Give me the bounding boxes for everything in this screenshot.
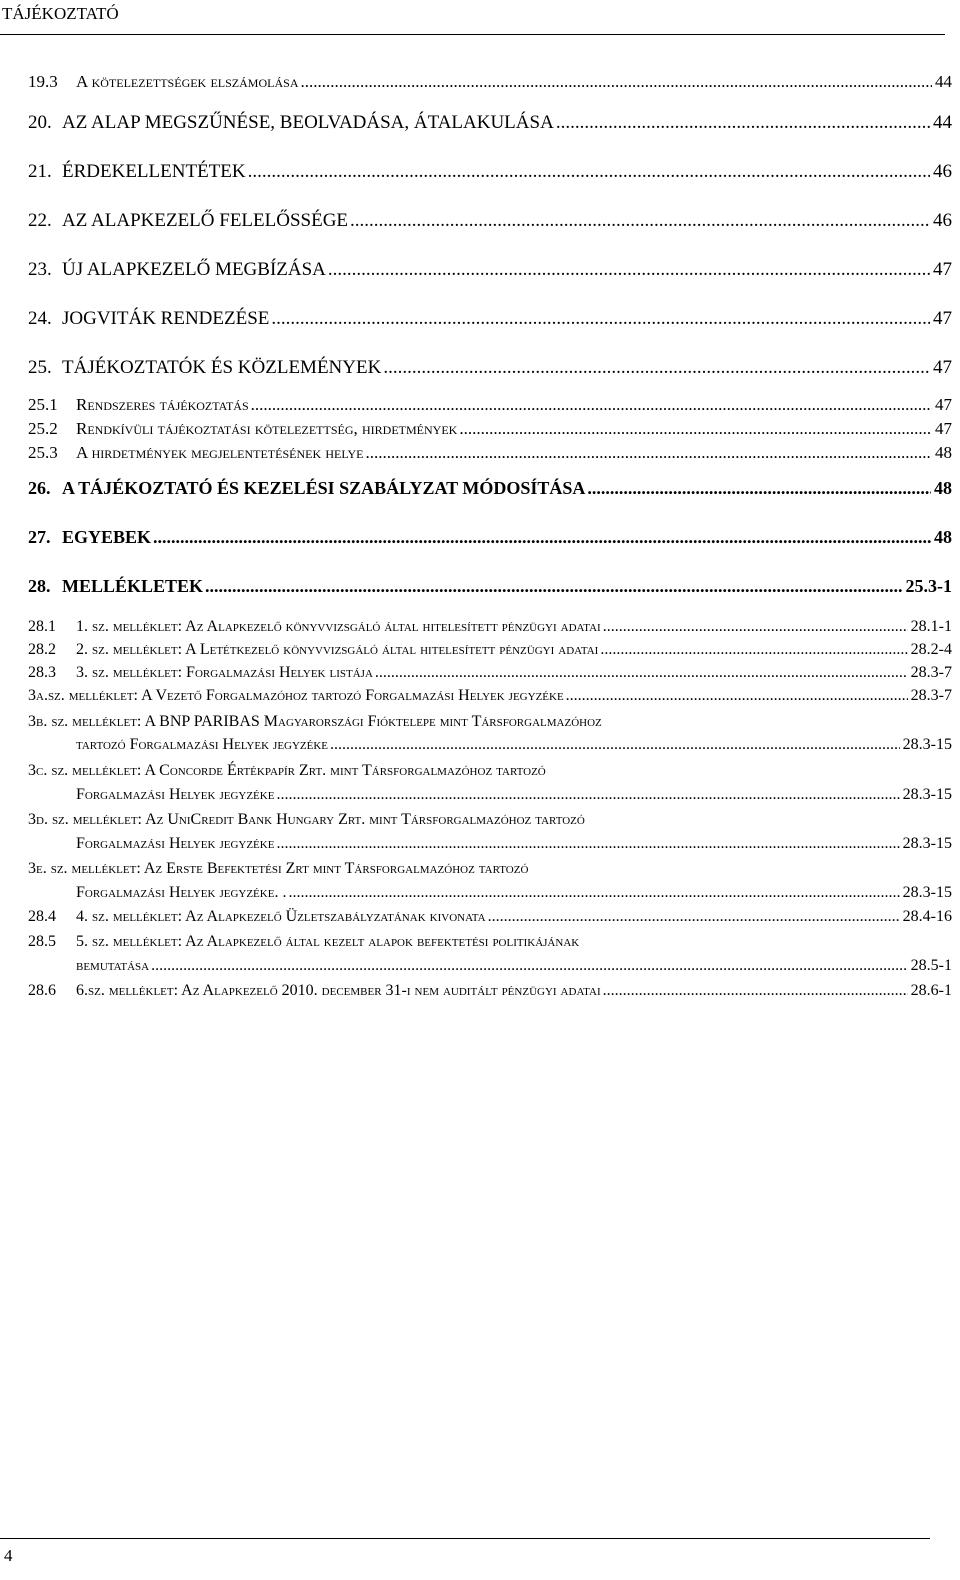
- toc-entry-page: 47: [935, 395, 952, 414]
- toc-entry-title: A TÁJÉKOZTATÓ ÉS KEZELÉSI SZABÁLYZAT MÓDOSÍTÁSA: [62, 478, 586, 498]
- toc-entry-page: 47: [935, 419, 952, 438]
- toc-entry[interactable]: [28, 112, 952, 134]
- toc-entry-number: 22.: [28, 210, 52, 231]
- toc-entry-number: 28.1: [28, 618, 56, 635]
- toc-entry-page: 46: [933, 161, 952, 182]
- toc-entry-title: A kötelezettségek elszámolása: [76, 72, 299, 91]
- dot-leader: [459, 419, 932, 439]
- toc-entry-page: 28.1-1: [910, 618, 952, 635]
- dot-leader: [566, 687, 908, 705]
- toc-entry-page: 28.3-7: [910, 664, 952, 681]
- toc-entry-page: 28.5-1: [910, 957, 952, 974]
- header-rule: [0, 34, 945, 35]
- footer-rule: [0, 1538, 930, 1539]
- toc-entry-number: 27.: [28, 527, 51, 547]
- dot-leader: [488, 908, 900, 926]
- toc-entry[interactable]: [28, 933, 952, 951]
- toc-entry[interactable]: [28, 762, 952, 780]
- toc-entry-page: 28.3-15: [902, 835, 952, 852]
- toc-entry[interactable]: [28, 736, 952, 754]
- toc-entry-page: 44: [935, 72, 952, 91]
- toc-entry-number: 28.3: [28, 664, 56, 681]
- running-header: TÁJÉKOZTATÓ: [2, 4, 119, 23]
- toc-entry[interactable]: [28, 259, 952, 281]
- toc-entry-title: Rendkívüli tájékoztatási kötelezettség, hirdetmények: [76, 419, 458, 438]
- toc-entry-number: 26.: [28, 478, 51, 498]
- dot-leader: [383, 357, 930, 379]
- toc-entry[interactable]: [28, 713, 952, 731]
- dot-leader: [603, 982, 908, 1000]
- toc-entry-title: Forgalmazási Helyek jegyzéke: [76, 786, 275, 803]
- toc-entry-title: bemutatása: [76, 957, 150, 974]
- toc-entry-title: TÁJÉKOZTATÓK ÉS KÖZLEMÉNYEK: [62, 357, 382, 378]
- toc-entry-title: 6.sz. melléklet: Az Alapkezelő 2010. december 31-i nem auditált pénzügyi adatai: [76, 982, 601, 999]
- toc-entry-number: 28.4: [28, 908, 56, 925]
- toc-entry-page: 44: [933, 112, 952, 133]
- dot-leader: [276, 835, 899, 853]
- toc-entry[interactable]: [28, 443, 952, 463]
- toc-entry-title: 2. sz. melléklet: A Letétkezelő könyvvizsgáló által hitelesített pénzügyi adatai: [76, 641, 599, 658]
- toc-entry[interactable]: [28, 908, 952, 926]
- toc-entry[interactable]: [28, 957, 952, 975]
- toc-entry-page: 28.3-15: [902, 786, 952, 803]
- toc-entry[interactable]: [28, 72, 952, 92]
- toc-entry[interactable]: [28, 576, 952, 597]
- toc-entry[interactable]: [28, 419, 952, 439]
- toc-entry-page: 28.3-15: [902, 884, 952, 901]
- dot-leader: [251, 395, 932, 415]
- toc-entry[interactable]: [28, 687, 952, 705]
- dot-leader: [603, 618, 908, 636]
- toc-entry-title: 3a.sz. melléklet: A Vezető Forgalmazóhoz tartozó Forgalmazási Helyek jegyzéke: [28, 687, 564, 704]
- toc-entry-number: 21.: [28, 161, 52, 182]
- toc-entry-number: 25.: [28, 357, 52, 378]
- dot-leader: [271, 308, 930, 330]
- dot-leader: [330, 736, 900, 754]
- toc-entry-number: 28.: [28, 576, 51, 596]
- dot-leader: [151, 957, 908, 975]
- toc-entry-title: 1. sz. melléklet: Az Alapkezelő könyvvizsgáló által hitelesített pénzügyi adatai: [76, 618, 601, 635]
- toc-entry-title: 4. sz. melléklet: Az Alapkezelő Üzletszabályzatának kivonata: [76, 908, 486, 925]
- toc-entry-title: 5. sz. melléklet: Az Alapkezelő által kezelt alapok befektetési politikájának: [76, 933, 580, 950]
- dot-leader: [366, 443, 932, 463]
- toc-entry[interactable]: [28, 618, 952, 636]
- toc-entry[interactable]: [28, 811, 952, 829]
- toc-entry[interactable]: [28, 664, 952, 682]
- toc-entry-number: 19.3: [28, 72, 58, 91]
- toc-entry[interactable]: [28, 641, 952, 659]
- toc-entry-title: A hirdetmények megjelentetésének helye: [76, 443, 364, 462]
- toc-entry[interactable]: [28, 835, 952, 853]
- toc-entry-page: 28.3-15: [902, 736, 952, 753]
- toc-entry-page: 28.4-16: [902, 908, 952, 925]
- toc-entry-number: 28.6: [28, 982, 56, 999]
- toc-entry-page: 48: [934, 527, 952, 547]
- toc-entry-page: 47: [933, 259, 952, 280]
- toc-entry-title: JOGVITÁK RENDEZÉSE: [62, 308, 270, 329]
- toc-entry-title: 3e. sz. melléklet: Az Erste Befektetési Zrt mint Társforgalmazóhoz tartozó: [28, 860, 529, 877]
- toc-entry[interactable]: [28, 161, 952, 183]
- dot-leader: [375, 664, 908, 682]
- toc-entry-title: tartozó Forgalmazási Helyek jegyzéke: [76, 736, 329, 753]
- toc-entry[interactable]: [28, 982, 952, 1000]
- toc-entry-number: 20.: [28, 112, 52, 133]
- dot-leader: [300, 72, 932, 92]
- dot-leader: [288, 884, 899, 902]
- page-number: 4: [4, 1546, 13, 1565]
- toc-entry[interactable]: [28, 884, 952, 902]
- toc-entry-title: ÚJ ALAPKEZELŐ MEGBÍZÁSA: [62, 259, 326, 280]
- toc-entry-title: EGYEBEK: [62, 527, 152, 547]
- toc-entry[interactable]: [28, 395, 952, 415]
- dot-leader: [153, 527, 931, 548]
- toc-entry-number: 28.5: [28, 933, 56, 950]
- toc-entry[interactable]: [28, 210, 952, 232]
- toc-entry-page: 48: [935, 443, 952, 462]
- toc-entry[interactable]: [28, 860, 952, 878]
- toc-entry-page: 47: [933, 357, 952, 378]
- toc-entry-title: 3. sz. melléklet: Forgalmazási Helyek listája: [76, 664, 373, 681]
- toc-entry-title: AZ ALAP MEGSZŰNÉSE, BEOLVADÁSA, ÁTALAKULÁSA: [62, 112, 554, 133]
- toc-entry-title: 3b. sz. melléklet: A BNP PARIBAS Magyarországi Fióktelepe mint Társforgalmazóhoz: [28, 713, 602, 730]
- toc-entry-title: 3d. sz. melléklet: Az UniCredit Bank Hungary Zrt. mint Társforgalmazóhoz tartozó: [28, 811, 585, 828]
- toc-entry[interactable]: [28, 357, 952, 379]
- toc-entry-number: 25.2: [28, 419, 58, 438]
- toc-entry-title: ÉRDEKELLENTÉTEK: [62, 161, 246, 182]
- toc-entry-title: MELLÉKLETEK: [62, 576, 204, 596]
- toc-entry-title: 3c. sz. melléklet: A Concorde Értékpapír Zrt. mint Társforgalmazóhoz tartozó: [28, 762, 546, 779]
- toc-entry-title: Forgalmazási Helyek jegyzéke: [76, 835, 275, 852]
- toc-entry-number: 28.2: [28, 641, 56, 658]
- dot-leader: [248, 161, 930, 183]
- toc-entry-page: 28.2-4: [910, 641, 952, 658]
- toc-entry-number: 25.3: [28, 443, 58, 462]
- toc-entry-number: 24.: [28, 308, 52, 329]
- toc-entry-number: 23.: [28, 259, 52, 280]
- toc-entry-title: Rendszeres tájékoztatás: [76, 395, 249, 414]
- toc-entry[interactable]: [28, 527, 952, 548]
- dot-leader: [276, 786, 899, 804]
- toc-entry-page: 25.3-1: [905, 576, 952, 596]
- toc-entry-page: 48: [934, 478, 952, 498]
- toc-entry-number: 25.1: [28, 395, 58, 414]
- toc-entry-page: 28.6-1: [910, 982, 952, 999]
- toc-entry[interactable]: [28, 786, 952, 804]
- dot-leader: [600, 641, 907, 659]
- toc-entry-page: 47: [933, 308, 952, 329]
- toc-entry-page: 46: [933, 210, 952, 231]
- toc-entry[interactable]: [28, 478, 952, 499]
- dot-leader: [328, 259, 930, 281]
- toc-entry-page: 28.3-7: [910, 687, 952, 704]
- dot-leader: [350, 210, 930, 232]
- toc-entry-title: Forgalmazási Helyek jegyzéke. .: [76, 884, 287, 901]
- toc-entry-title: AZ ALAPKEZELŐ FELELŐSSÉGE: [62, 210, 349, 231]
- dot-leader: [587, 478, 931, 499]
- dot-leader: [205, 576, 902, 597]
- dot-leader: [556, 112, 930, 134]
- toc-entry[interactable]: [28, 308, 952, 330]
